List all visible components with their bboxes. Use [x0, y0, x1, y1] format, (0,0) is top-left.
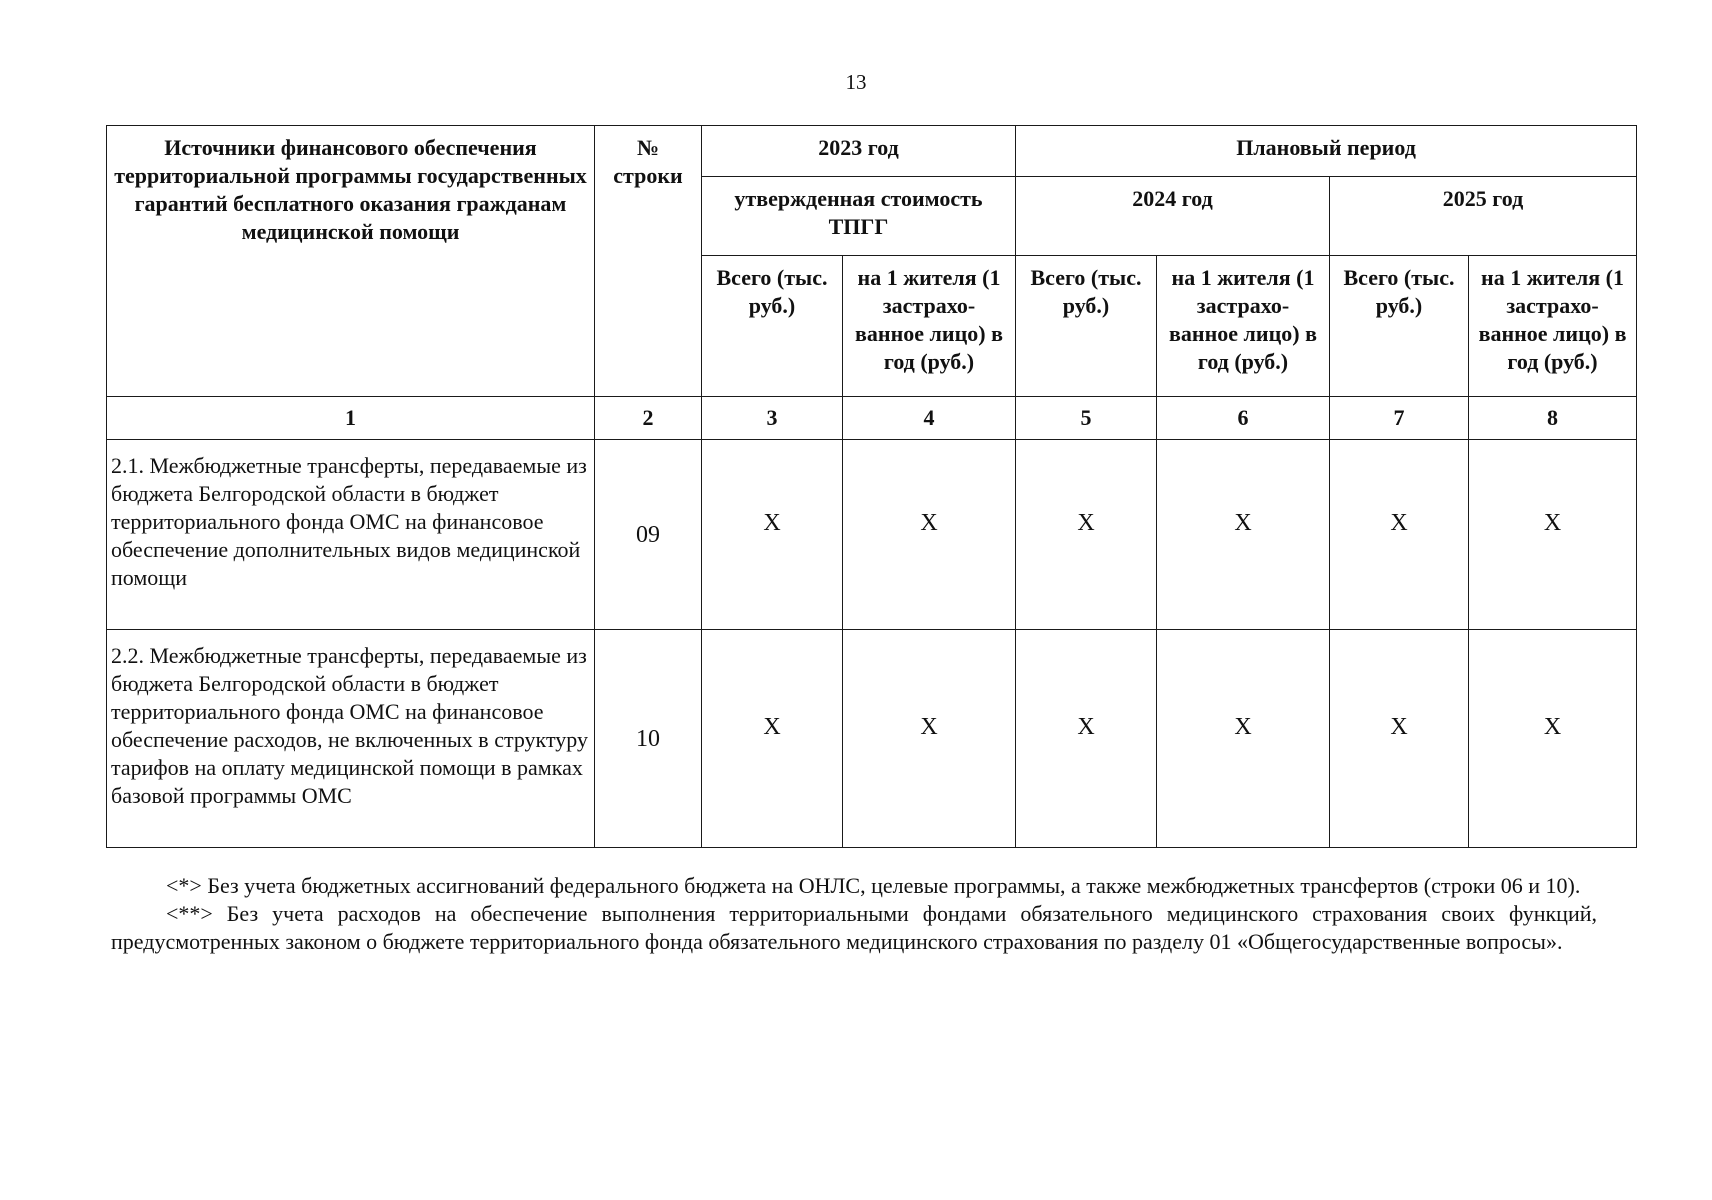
header-year-2023: 2023 год	[702, 126, 1016, 177]
row-value: X	[1469, 630, 1637, 848]
row-value: X	[843, 440, 1016, 630]
column-number: 6	[1157, 397, 1330, 440]
footnote: <**> Без учета расходов на обеспечение выполнения территориальными фондами обязательного медицинского страхования своих функций, предусмотренных законом о бюджете территориального фонда обязательного медицинского страхования по разделу 01 «Общегосударственные вопросы».	[111, 901, 1597, 954]
row-value: X	[1016, 440, 1157, 630]
row-value: X	[1330, 440, 1469, 630]
header-per-resident-2023: на 1 жителя (1 застрахо-ванное лицо) в год (руб.)	[843, 256, 1016, 397]
row-value: X	[702, 440, 843, 630]
financing-table	[106, 125, 1637, 848]
header-total-2025: Всего (тыс. руб.)	[1330, 256, 1469, 397]
header-total-2024: Всего (тыс. руб.)	[1016, 256, 1157, 397]
column-number: 8	[1469, 397, 1637, 440]
table-row	[107, 630, 1637, 848]
table-row	[107, 440, 1637, 630]
header-per-resident-2024: на 1 жителя (1 застрахо-ванное лицо) в год (руб.)	[1157, 256, 1330, 397]
row-value: X	[843, 630, 1016, 848]
row-value: X	[1330, 630, 1469, 848]
column-number: 7	[1330, 397, 1469, 440]
row-value: X	[1157, 630, 1330, 848]
column-number: 5	[1016, 397, 1157, 440]
header-total-2023: Всего (тыс. руб.)	[702, 256, 843, 397]
header-approved-cost: утвержденная стоимость ТПГГ	[702, 177, 1016, 256]
column-number: 3	[702, 397, 843, 440]
column-number: 2	[595, 397, 702, 440]
row-label: 2.1. Межбюджетные трансферты, передаваемые из бюджета Белгородской области в бюджет территориального фонда ОМС на финансовое обеспечение дополнительных видов медицинской помощи	[107, 440, 595, 630]
header-planned-period: Плановый период	[1016, 126, 1637, 177]
footnotes	[111, 872, 1597, 956]
column-number: 4	[843, 397, 1016, 440]
column-number: 1	[107, 397, 595, 440]
header-row-no: № строки	[595, 126, 702, 397]
header-per-resident-2025: на 1 жителя (1 застрахо-ванное лицо) в год (руб.)	[1469, 256, 1637, 397]
header-year-2025: 2025 год	[1330, 177, 1637, 256]
header-year-2024: 2024 год	[1016, 177, 1330, 256]
row-value: X	[702, 630, 843, 848]
header-sources: Источники финансового обеспечения территориальной программы государственных гарантий бесплатного оказания гражданам медицинской помощи	[107, 126, 595, 397]
row-number: 10	[595, 630, 702, 848]
page-number: 13	[845, 70, 867, 94]
row-value: X	[1016, 630, 1157, 848]
column-number-row	[107, 397, 1637, 440]
row-number: 09	[595, 440, 702, 630]
row-value: X	[1157, 440, 1330, 630]
header-row-1	[107, 126, 1637, 177]
footnote: <*> Без учета бюджетных ассигнований федерального бюджета на ОНЛС, целевые программы, а также межбюджетных трансфертов (строки 06 и 10).	[166, 873, 1581, 898]
row-value: X	[1469, 440, 1637, 630]
row-label: 2.2. Межбюджетные трансферты, передаваемые из бюджета Белгородской области в бюджет территориального фонда ОМС на финансовое обеспечение расходов, не включенных в структуру тарифов на оплату медицинской помощи в рамках базовой программы ОМС	[107, 630, 595, 848]
